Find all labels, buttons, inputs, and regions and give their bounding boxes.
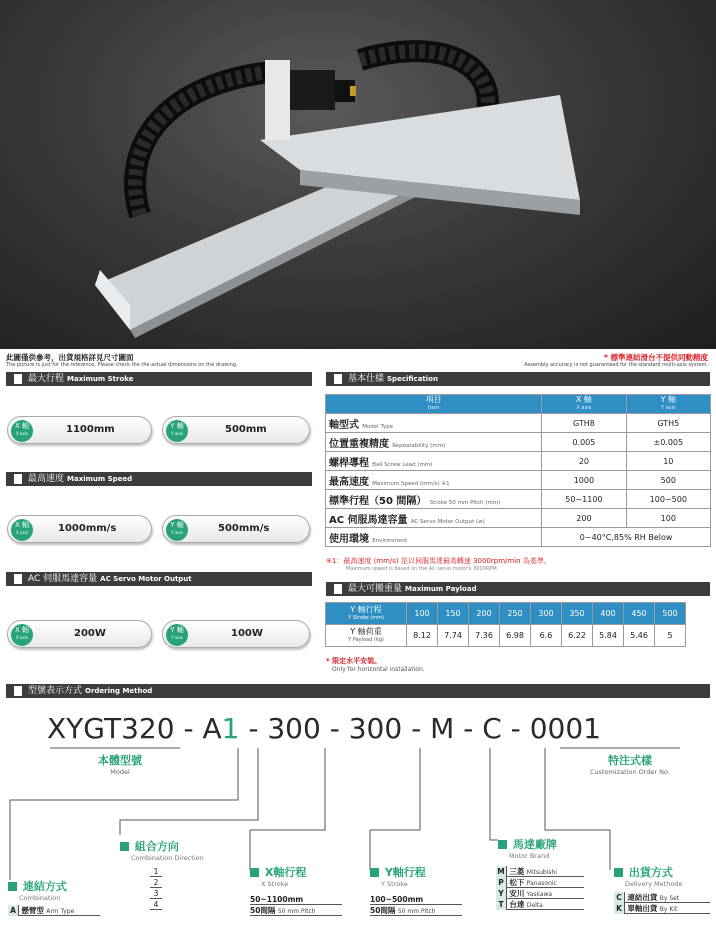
- servo-output-title-en: AC Servo Motor Output: [100, 575, 192, 583]
- code-part: 300: [348, 712, 403, 745]
- max-stroke-title-en: Maximum Stroke: [67, 375, 134, 383]
- y-stroke-box: [370, 894, 462, 916]
- max-stroke-title: 最大行程: [28, 374, 65, 384]
- payload-load-cell: 6.6: [531, 625, 562, 647]
- accuracy-note-en: Assembly accuracy is not guaranteed for the standard multi-axis system.: [524, 362, 708, 368]
- payload-load-cell: 7.74: [438, 625, 469, 647]
- install-note: * 限定水平安裝。: [326, 657, 382, 665]
- payload-stroke-row: Y 軸行程 Y Stroke (mm) 100 150 200 250 300 350 400 450 500: [326, 603, 686, 625]
- direction-item: 4: [150, 899, 162, 910]
- servo-output-title: AC 伺服馬達容量: [28, 574, 98, 584]
- payload-stroke-cell: 350: [562, 603, 593, 625]
- delivery-item: K 單軸出貨 By Kit: [614, 903, 710, 914]
- payload-title: 最大可搬重量: [348, 584, 403, 594]
- photo-caption-en: The picture is just for the reference. Please check the the actual dimensions on the drawing.: [6, 362, 238, 368]
- payload-load-cell: 8.12: [407, 625, 438, 647]
- x-stroke-value: 1100mm: [66, 424, 115, 435]
- combination-box: [8, 905, 100, 916]
- spec-row: 軸型式 Model Type GTH8 GTH5: [326, 414, 711, 433]
- delivery-title: 出貨方式 Delivery Methode: [614, 864, 682, 888]
- payload-load-row: Y 軸荷重 Y Payload (kg) 8.12 7.74 7.36 6.98 6.6 6.22 5.84 5.46 5: [326, 625, 686, 647]
- payload-title-en: Maximum Payload: [405, 585, 477, 593]
- photo-caption: 此圖僅供參考，出貨規格詳見尺寸圖面: [6, 353, 134, 362]
- direction-title: 組合方向 Combination Direction: [120, 838, 204, 862]
- code-part: -: [183, 712, 194, 745]
- code-part: 1: [221, 712, 240, 745]
- x-axis-badge: X 軸 X axis: [11, 420, 33, 442]
- max-speed-title: 最高速度: [28, 474, 65, 484]
- delivery-item: C 連結出貨 By Set: [614, 892, 710, 903]
- x-stroke-title: X軸行程 X Stroke: [250, 864, 306, 888]
- x-stroke-pitch: 50間隔 50 mm Pitch: [250, 905, 342, 916]
- motor-item: M 三菱 Mitsubishi: [496, 866, 584, 877]
- code-part: 0001: [529, 712, 601, 745]
- direction-item: 1: [150, 866, 162, 877]
- payload-stroke-cell: 300: [531, 603, 562, 625]
- body-model-label: 本體型號 Model: [98, 754, 142, 776]
- payload-stroke-cell: 500: [655, 603, 686, 625]
- spec-col-x: X 軸 X axis: [542, 395, 626, 414]
- accuracy-note: * 標準連結滑台不提供同動精度: [603, 353, 708, 362]
- y-stroke-value: 500mm: [225, 424, 267, 435]
- payload-stroke-cell: 250: [500, 603, 531, 625]
- x-stroke-range: 50~1100mm: [250, 894, 342, 905]
- install-note-en: Only for horizontal installation.: [332, 666, 425, 673]
- delivery-box: [614, 892, 710, 914]
- spec-row: 螺桿導程 Ball Screw Lead (mm) 20 10: [326, 452, 711, 471]
- speed-footnote-en: Maximum speed is based on the AC servo motor's 3000RPM.: [346, 566, 499, 572]
- spec-row: 位置重複精度 Repeatability (mm) 0.005 ±0.005: [326, 433, 711, 452]
- y-axis-badge: Y 軸 Y axis: [166, 519, 188, 541]
- motor-item: T 台達 Delta: [496, 899, 584, 910]
- x-speed-value: 1000mm/s: [58, 523, 117, 534]
- spec-col-y: Y 軸 Y axis: [626, 395, 710, 414]
- combination-title: 連結方式 Combination: [8, 878, 67, 902]
- combination-item: A 懸臂型 Arm Type: [8, 905, 100, 916]
- payload-stroke-cell: 150: [438, 603, 469, 625]
- y-stroke-pitch: 50間隔 50 mm Pitch: [370, 905, 462, 916]
- spec-title: 基本仕樣: [348, 374, 385, 384]
- direction-item: 2: [150, 877, 162, 888]
- x-stroke-box: [250, 894, 342, 916]
- x-axis-badge: X 軸 X axis: [11, 519, 33, 541]
- code-part: -: [463, 712, 474, 745]
- payload-stroke-cell: 200: [469, 603, 500, 625]
- payload-load-cell: 7.36: [469, 625, 500, 647]
- direction-box: [150, 866, 162, 910]
- payload-stroke-cell: 450: [624, 603, 655, 625]
- direction-item: 3: [150, 888, 162, 899]
- spec-row: AC 伺服馬達容量 AC Servo Motor Output (w) 200 100: [326, 509, 711, 528]
- code-part: -: [510, 712, 521, 745]
- payload-load-cell: 6.98: [500, 625, 531, 647]
- code-part: 300: [267, 712, 321, 745]
- max-speed-title-en: Maximum Speed: [67, 475, 133, 483]
- code-part: M: [430, 712, 455, 745]
- spec-title-en: Specification: [387, 375, 438, 383]
- x-axis-badge: X 軸 X axis: [11, 624, 33, 646]
- motor-item: Y 安川 Yaskawa: [496, 888, 584, 899]
- y-servo-value: 100W: [231, 628, 263, 639]
- spec-row: 使用環境 Environment 0~40°C,85% RH Below: [326, 528, 711, 547]
- spec-row: 最高速度 Maximum Speed (mm/s) ※1 1000 500: [326, 471, 711, 490]
- ordering-title-en: Ordering Method: [85, 687, 153, 695]
- code-part: XYGT320: [47, 712, 175, 745]
- y-stroke-title: Y軸行程 Y Stroke: [370, 864, 426, 888]
- spec-col-item: 項目 Item: [326, 395, 542, 414]
- motor-box: [496, 866, 584, 910]
- ordering-title: 型號表示方式: [28, 686, 83, 696]
- payload-load-cell: 5.46: [624, 625, 655, 647]
- y-axis-badge: Y 軸 Y axis: [166, 624, 188, 646]
- code-part: -: [248, 712, 259, 745]
- y-speed-value: 500mm/s: [218, 523, 270, 534]
- y-stroke-range: 100~500mm: [370, 894, 462, 905]
- payload-load-cell: 5: [655, 625, 686, 647]
- payload-stroke-cell: 100: [407, 603, 438, 625]
- x-servo-value: 200W: [74, 628, 106, 639]
- code-part: -: [411, 712, 422, 745]
- custom-order-label: 特注式樣 Customization Order No.: [590, 754, 670, 776]
- y-axis-badge: Y 軸 Y axis: [166, 420, 188, 442]
- payload-load-cell: 5.84: [593, 625, 624, 647]
- payload-load-cell: 6.22: [562, 625, 593, 647]
- motor-item: P 松下 Panasonic: [496, 877, 584, 888]
- spec-row: 標準行程（50 間隔） Stroke 50 mm Pitch (mm) 50~1100 100~500: [326, 490, 711, 509]
- code-part: -: [329, 712, 340, 745]
- code-part: A: [202, 712, 222, 745]
- payload-stroke-cell: 400: [593, 603, 624, 625]
- speed-footnote: ※1：最高速度 (mm/s) 是以伺服馬達最高轉速 3000rpm/min 為基準。: [326, 557, 551, 565]
- code-part: C: [482, 712, 502, 745]
- motor-title: 馬達廠牌 Motor Brand: [498, 836, 557, 860]
